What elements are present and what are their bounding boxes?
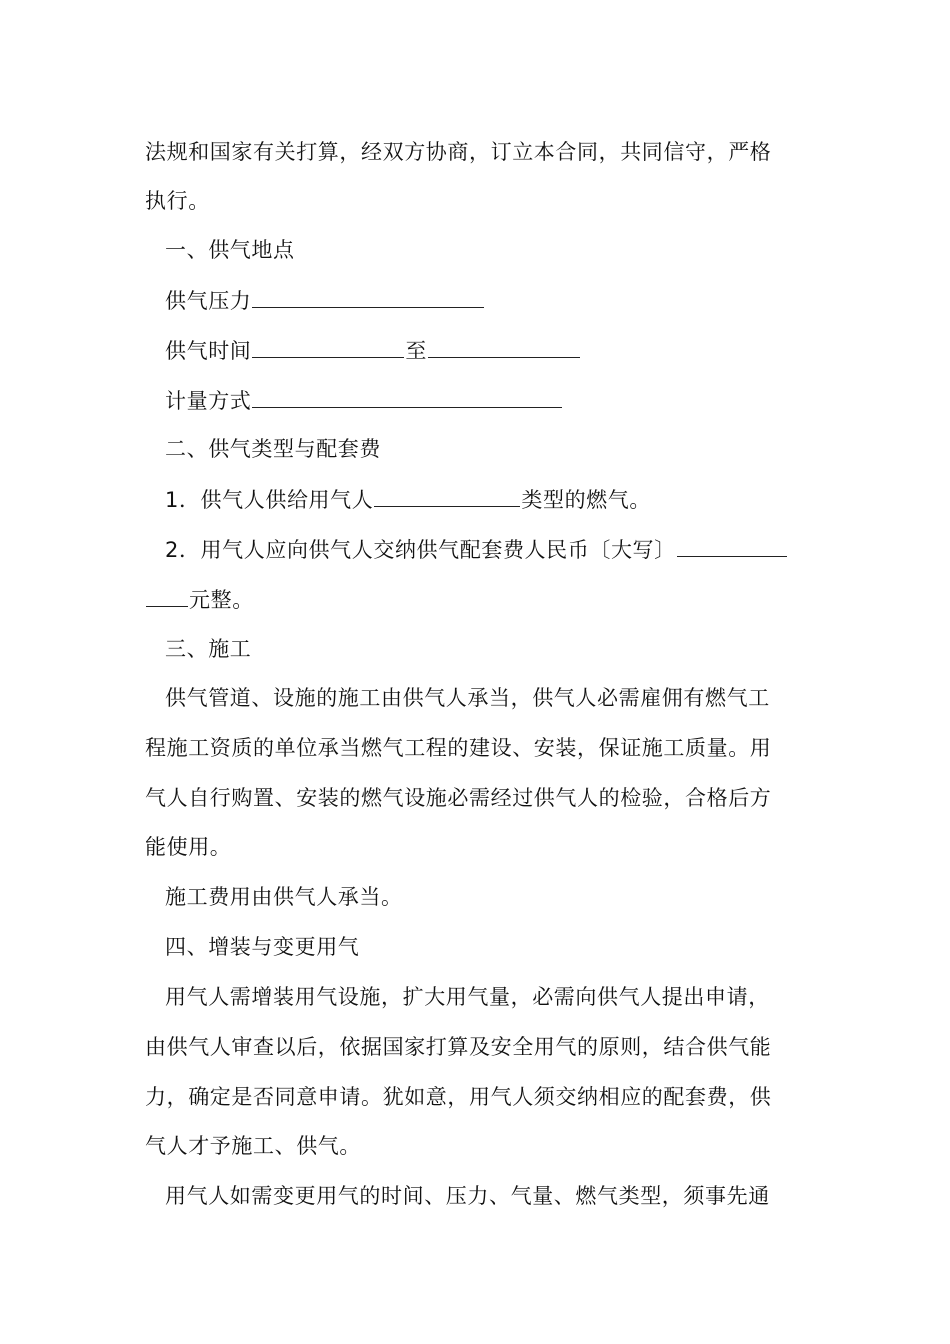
text-line: 施工费用由供气人承当。 <box>165 885 403 909</box>
text-line: 用气人如需变更用气的时间、压力、气量、燃气类型，须事先通 <box>165 1184 770 1208</box>
text-line: 供气管道、设施的施工由供气人承当，供气人必需雇佣有燃气工 <box>165 686 770 710</box>
text-line: 由供气人审查以后，依据国家打算及安全用气的原则，结合供气能 <box>145 1035 772 1059</box>
clause-text: 2．用气人应向供气人交纳供气配套费人民币〔大写〕 <box>165 538 676 562</box>
field-label: 计量方式 <box>165 389 252 413</box>
text-line: 程施工资质的单位承当燃气工程的建设、安装，保证施工质量。用 <box>145 736 772 760</box>
text-line: 力，确定是否同意申请。犹如意，用气人须交纳相应的配套费，供 <box>145 1085 772 1109</box>
section-heading: 四、增装与变更用气 <box>165 935 360 959</box>
blank-field <box>252 335 404 358</box>
field-label: 至 <box>405 339 428 363</box>
section-heading: 三、施工 <box>165 637 252 661</box>
section-heading: 一、供气地点 <box>165 238 295 262</box>
clause-text: 元整。 <box>189 588 254 612</box>
text-line: 执行。 <box>145 189 210 213</box>
field-line-metering <box>165 385 810 416</box>
text-line: 能使用。 <box>145 835 232 859</box>
blank-field <box>677 534 787 557</box>
blank-field <box>252 385 562 408</box>
blank-field <box>252 285 484 308</box>
clause-text: 类型的燃气。 <box>521 488 651 512</box>
clause-line <box>165 484 810 515</box>
text-line: 气人才予施工、供气。 <box>145 1134 361 1158</box>
field-label: 供气压力 <box>165 289 252 313</box>
section-heading: 二、供气类型与配套费 <box>165 437 381 461</box>
blank-field <box>428 335 580 358</box>
text-line: 法规和国家有关打算，经双方协商，订立本合同，共同信守，严格 <box>145 140 772 164</box>
clause-line <box>165 534 810 565</box>
field-line-supply-pressure <box>165 285 810 316</box>
field-label: 供气时间 <box>165 339 252 363</box>
blank-field <box>146 584 188 607</box>
text-line: 用气人需增装用气设施，扩大用气量，必需向供气人提出申请， <box>165 985 770 1009</box>
field-line-supply-time <box>165 335 810 366</box>
clause-line <box>145 584 810 615</box>
clause-text: 1．供气人供给用气人 <box>165 488 374 512</box>
text-line: 气人自行购置、安装的燃气设施必需经过供气人的检验，合格后方 <box>145 786 772 810</box>
blank-field <box>374 484 520 507</box>
